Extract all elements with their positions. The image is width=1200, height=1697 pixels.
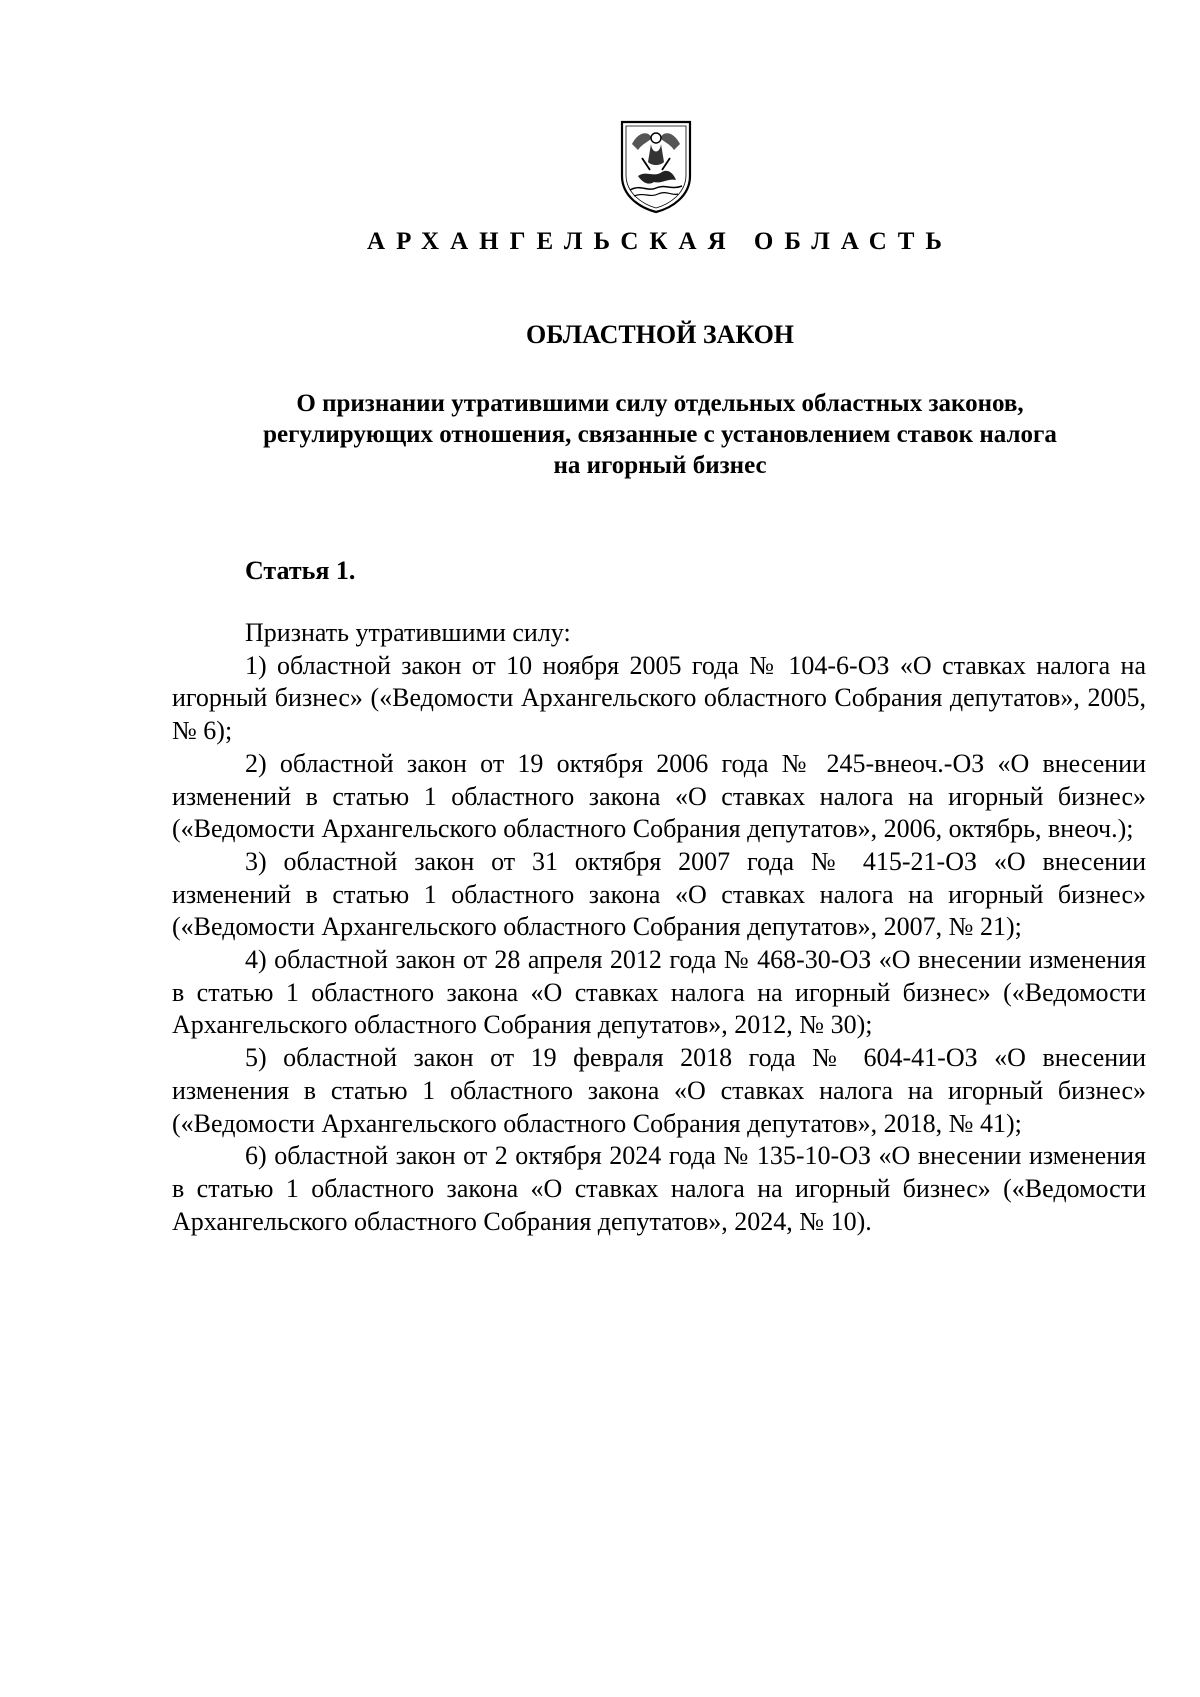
list-item: 6) областной закон от 2 октября 2024 года № 135-10-ОЗ «О внесении изменения в статью 1 областного закона «О ставках налога на игорный бизнес» («Ведомости Архангельского областного Собрания депутатов», 2024, № 10). [172,1141,1146,1236]
article-intro: Признать утратившими силу: [245,618,571,647]
law-title [200,388,1120,481]
list-item: 3) областной закон от 31 октября 2007 года № 415-21-ОЗ «О внесении изменений в статью 1 областного закона «О ставках налога на игорный бизнес» («Ведомости Архангельского областного Собрания депутатов», 2007, № 21); [172,846,1146,942]
article-heading: Статья 1. [245,556,356,585]
list-item: 5) областной закон от 19 февраля 2018 года № 604-41-ОЗ «О внесении изменения в статью 1 областного закона «О ставках налога на игорный бизнес» («Ведомости Архангельского областного Собрания депутатов», 2018, № 41); [172,1043,1146,1138]
list-item: 1) областной закон от 10 ноября 2005 года № 104-6-ОЗ «О ставках налога на игорный бизнес» («Ведомости Архангельского областного Собрания депутатов», 2005, № 6); [172,650,1146,746]
list-item: 4) областной закон от 28 апреля 2012 года № 468-30-ОЗ «О внесении изменения в статью 1 областного закона «О ставках налога на игорный бизнес» («Ведомости Архангельского областного Собрания депутатов», 2012, № 30); [172,945,1146,1040]
law-title-line: регулирующих отношения, связанные с установлением ставок налога [263,421,1057,448]
law-type: ОБЛАСТНОЙ ЗАКОН [525,320,795,349]
article-body [172,617,1146,1238]
region-name: АРХАНГЕЛЬСКАЯ ОБЛАСТЬ [367,228,953,255]
law-title-line: на игорный бизнес [553,452,767,479]
list-item: 2) областной закон от 19 октября 2006 года № 245-внеоч.-ОЗ «О внесении изменений в статью 1 областного закона «О ставках налога на игорный бизнес» («Ведомости Архангельского областного Собрания депутатов», 2006, октябрь, внеоч.); [172,748,1146,844]
law-title-line: О признании утратившими силу отдельных областных законов, [296,390,1024,417]
coat-of-arms-icon [618,118,694,214]
